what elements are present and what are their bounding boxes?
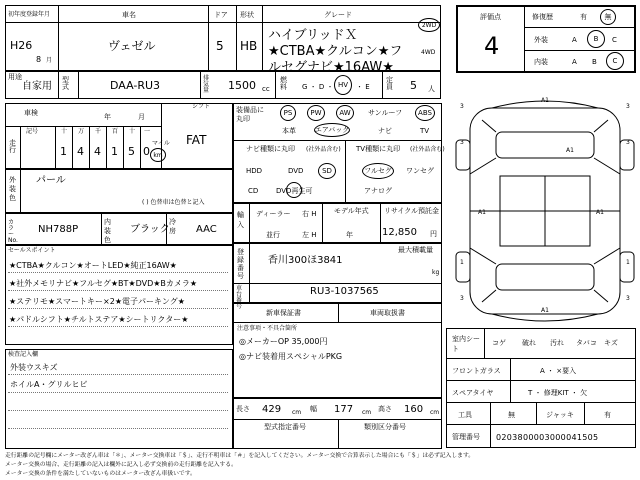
recycle-unit: 円 — [430, 230, 437, 238]
shift-value: FAT — [186, 133, 207, 147]
fuel-hv: HV — [334, 75, 352, 95]
handle-right: 右 H — [302, 210, 317, 218]
ac-value: AAC — [196, 224, 217, 235]
month-value: 8 — [36, 55, 42, 64]
spare-label: スペアタイヤ — [452, 389, 494, 397]
use-label: 用途 — [8, 73, 22, 81]
class-num-label: 類別区分番号 — [364, 423, 406, 431]
grade-value: ハイブリッドＸ★CTBA★クルコン★フルセグナビ★16AW★ — [268, 28, 403, 75]
seat-item: 破れ — [522, 339, 536, 347]
doors-value: 5 — [216, 39, 224, 53]
capacity-label: 定員 — [386, 76, 393, 91]
odo-digit: 5 — [128, 145, 135, 158]
repair-label: 修復歴 — [532, 13, 553, 21]
seat-item: コゲ — [492, 339, 506, 347]
width-value: 177 — [334, 404, 354, 415]
inspection-label: 検査記入欄 — [8, 351, 39, 358]
footer-line: 走行距離の記号欄にメーター改ざん車は「＊」、メーター交換車は「＄」、走行不明車は「＃」を記入してください。メーター交換で合算表示した場合にも「＄」は必ず記入します。 — [5, 453, 475, 459]
nav-note: (社外品含む) — [306, 146, 341, 153]
equipment-title: 装備品に丸印 — [236, 106, 264, 123]
salespoint-label: セールスポイント — [8, 247, 56, 254]
exterior-b: B — [587, 30, 605, 48]
jack-label: ジャッキ — [546, 411, 574, 419]
fuel-label: 燃料 — [280, 76, 287, 91]
load-unit: kg — [432, 269, 440, 276]
color-code-label: カラーNo. — [8, 219, 18, 244]
import-dealer: ディーラー — [256, 210, 291, 218]
interior-grade-label: 内装 — [534, 58, 548, 66]
mgmt-label: 管理番号 — [452, 433, 480, 441]
height-label: 高さ — [378, 405, 392, 413]
km-unit: km — [150, 148, 166, 162]
equip-ps: PS — [280, 105, 296, 121]
cc-value: 1500 — [228, 79, 256, 92]
model-label: 型式 — [62, 76, 69, 91]
inspection-line: ホイルA・グリルヒビ — [10, 380, 88, 389]
nav-dvd-play-circle — [286, 182, 302, 198]
shaken-month: 月 — [138, 113, 145, 121]
import-label: 輸入 — [237, 211, 244, 229]
exterior-color: パール — [36, 175, 66, 186]
repair-no: 無 — [600, 9, 616, 25]
tv-fullseg: フルセグ — [362, 163, 394, 179]
shaken-year: 年 — [104, 113, 111, 121]
cc-label: 排気量 — [203, 75, 210, 94]
fuel-options: G ・ D ・ — [302, 83, 334, 91]
footer-line: メーター交換の場合、走行距離の記入は欄外に記入し必ず交換前の走行距離を記入する。 — [5, 462, 237, 468]
diag-a1-right: A1 — [596, 209, 604, 216]
car-name-label: 車名 — [122, 11, 136, 19]
equip-airbag: エアバック — [314, 123, 350, 137]
note-line: ◎メーカーOP 35,000円 — [239, 337, 328, 346]
recycle-label: リサイクル預託金 — [384, 207, 440, 215]
exterior-label: 外装色 — [9, 176, 16, 202]
equip-leather: 本革 — [282, 127, 296, 135]
color-code: NH788P — [38, 224, 79, 235]
model-year-unit: 年 — [346, 231, 353, 239]
recycle-value: 12,850 — [382, 227, 417, 238]
footer-line: メーター交換の条件を満たしていないものはメーター改ざん車扱いです。 — [5, 471, 196, 477]
mile-label: マイル — [152, 140, 170, 147]
glass-label: フロントガラス — [452, 367, 501, 375]
seat-item: タバコ — [576, 339, 597, 347]
glass-options: A ・ ×要入 — [540, 367, 577, 375]
capacity-value: 5 — [410, 79, 417, 92]
salespoint-line: ★社外メモリナビ★フルセグ★BT★DVD★Bカメラ★ — [9, 279, 198, 288]
cc-unit: cc — [262, 85, 270, 93]
model-year-label: モデル年式 — [334, 207, 369, 215]
vin-label: 車台番号 — [236, 285, 243, 310]
warranty-label: 新車保証書 — [266, 309, 301, 317]
repair-yes: 有 — [580, 13, 587, 21]
nav-sd: SD — [318, 163, 336, 179]
shape-label: 形状 — [240, 11, 254, 19]
reg-plate: 香川300ほ3841 — [268, 255, 343, 266]
tv-oneseg: ワンセグ — [406, 167, 434, 175]
drive-2wd: 2WD — [418, 18, 440, 32]
shaken-label: 車検 — [24, 109, 38, 117]
width-label: 幅 — [310, 405, 317, 413]
grade-label: グレード — [324, 11, 352, 19]
load-label: 最大積載量 — [398, 246, 433, 254]
ac-label: 冷房 — [169, 218, 176, 235]
exterior-c: C — [612, 36, 617, 44]
length-label: 長さ — [236, 405, 250, 413]
equip-tv: TV — [420, 127, 430, 135]
mgmt-value: 0203800003000041505 — [496, 433, 599, 442]
interior-color-label: 内装色 — [104, 218, 111, 244]
first-reg-label: 初年度登録年月 — [8, 11, 51, 18]
nav-dvd: DVD — [288, 167, 304, 175]
tools-label: 工具 — [458, 411, 472, 419]
nav-title: ナビ種類に丸印 — [246, 145, 295, 153]
spare-options: T ・ 修理KIT ・ 欠 — [528, 389, 588, 397]
nav-cd: CD — [248, 187, 259, 195]
equip-navi: ナビ — [378, 127, 392, 135]
interior-a: A — [572, 58, 577, 66]
odo-digit: 4 — [94, 145, 101, 158]
tv-note: (社外品含む) — [410, 146, 445, 153]
diag-a1-left: A1 — [478, 209, 486, 216]
equip-sunroof: サンルーフ — [368, 109, 403, 117]
code-label: 記号 — [26, 128, 39, 135]
seat-label: 室内シート — [452, 335, 480, 353]
seat-item: キズ — [604, 339, 618, 347]
diag-a1-bottom: A1 — [541, 307, 549, 314]
type-cert-label: 型式指定番号 — [264, 423, 306, 431]
tv-title: TV種類に丸印 — [356, 145, 401, 153]
reg-label: 登録番号 — [237, 248, 244, 280]
odo-digit: 4 — [77, 145, 84, 158]
salespoint-line: ★CTBA★クルコン★オートLED★純正16AW★ — [9, 261, 177, 270]
score-label: 評価点 — [480, 13, 501, 21]
handle-left: 左 H — [302, 231, 317, 239]
capacity-unit: 人 — [428, 85, 435, 93]
drive-4wd: 4WD — [421, 49, 436, 56]
interior-b: B — [592, 58, 597, 66]
fuel-extra: ・ E — [356, 83, 370, 91]
odo-digit: 0 — [143, 145, 150, 158]
score-value: 4 — [484, 32, 500, 60]
salespoint-frame — [5, 245, 233, 345]
diag-a1-side: A1 — [566, 147, 574, 154]
exterior-note: ( ) 色替車は色替と記入 — [142, 199, 205, 206]
equip-pw: PW — [307, 105, 325, 121]
car-name: ヴェゼル — [108, 39, 156, 53]
inspection-line: 外装ウスキズ — [10, 363, 58, 372]
tools-value: 無 — [508, 411, 515, 419]
era-year: H26 — [10, 39, 33, 52]
height-value: 160 — [404, 404, 424, 415]
length-value: 429 — [262, 404, 282, 415]
odo-digit: 1 — [60, 145, 67, 158]
shape-value: HB — [240, 39, 258, 53]
shift-label: シフト — [192, 103, 211, 110]
salespoint-line: ★パドルシフト★チルトステア★シートリクター★ — [9, 315, 189, 324]
jack-value: 有 — [604, 411, 611, 419]
exterior-grade-label: 外装 — [534, 36, 548, 44]
notes-label: 注意事項・不具合箇所 — [237, 325, 298, 332]
month-unit: 月 — [46, 57, 53, 64]
vin-value: RU3-1037565 — [310, 286, 379, 297]
seat-item: 汚れ — [550, 339, 564, 347]
salespoint-line: ★ステリモ★スマートキー×2★電子パーキング★ — [9, 297, 185, 306]
use-value: 自家用 — [22, 81, 52, 92]
door-label: ドア — [214, 11, 228, 19]
import-parallel: 並行 — [266, 231, 280, 239]
mileage-side-label: 走行 — [9, 139, 16, 154]
manual-label: 車両取扱書 — [370, 309, 405, 317]
model-value: DAA-RU3 — [110, 79, 161, 92]
nav-dvd-play: DVD再生可 — [276, 187, 313, 195]
interior-color: ブラック — [130, 224, 170, 235]
nav-hdd: HDD — [246, 167, 263, 175]
odo-digit: 1 — [111, 145, 118, 158]
diag-a1-top: A1 — [541, 97, 549, 104]
interior-c: C — [606, 52, 624, 70]
tv-analog: アナログ — [364, 187, 392, 195]
equip-aw: AW — [336, 105, 354, 121]
exterior-a: A — [572, 36, 577, 44]
equip-abs: ABS — [415, 105, 435, 121]
note-line: ◎ナビ装着用スペシャルPKG — [239, 352, 343, 361]
